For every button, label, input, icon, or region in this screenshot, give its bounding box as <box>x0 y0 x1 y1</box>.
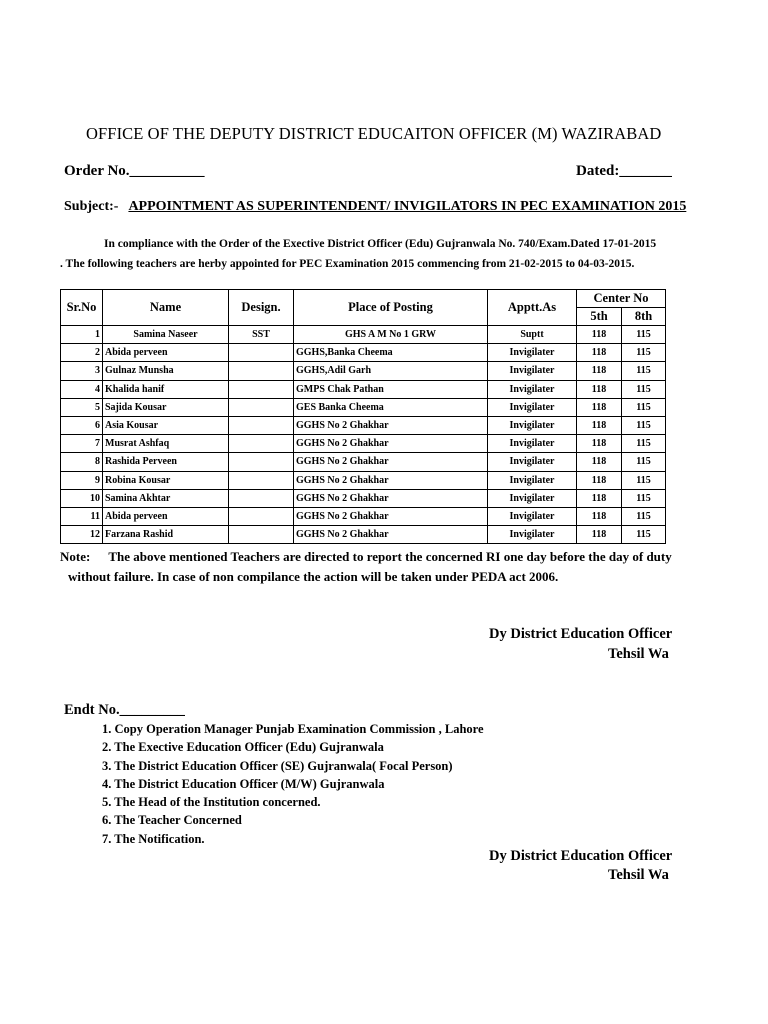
header-srno: Sr.No <box>61 290 103 326</box>
order-number: Order No.__________ <box>64 163 205 179</box>
subject-line <box>64 199 686 215</box>
cell-design <box>229 416 294 434</box>
list-item: 5. The Head of the Institution concerned. <box>102 795 321 810</box>
cell-center-5th: 118 <box>577 526 622 544</box>
header-place: Place of Posting <box>294 290 488 326</box>
cell-name: Asia Kousar <box>103 416 229 434</box>
table-row <box>61 326 666 344</box>
cell-center-8th: 115 <box>622 416 666 434</box>
cell-center-8th: 115 <box>622 344 666 362</box>
cell-name: Robina Kousar <box>103 471 229 489</box>
cell-design <box>229 380 294 398</box>
cell-design <box>229 471 294 489</box>
cell-place: GES Banka Cheema <box>294 398 488 416</box>
cell-name: Khalida hanif <box>103 380 229 398</box>
cell-sr: 3 <box>61 362 103 380</box>
cell-design <box>229 398 294 416</box>
cell-center-8th: 115 <box>622 435 666 453</box>
appointment-table <box>60 289 666 544</box>
cell-sr: 4 <box>61 380 103 398</box>
cell-sr: 8 <box>61 453 103 471</box>
table-row <box>61 344 666 362</box>
cell-design <box>229 344 294 362</box>
cell-place: GGHS No 2 Ghakhar <box>294 416 488 434</box>
cell-place: GGHS No 2 Ghakhar <box>294 471 488 489</box>
endorsement-number: Endt No._________ <box>64 702 185 718</box>
note-line-2: without failure. In case of non compilance the action will be taken under PEDA act 2006. <box>68 569 559 584</box>
cell-sr: 11 <box>61 507 103 525</box>
cell-name: Rashida Perveen <box>103 453 229 471</box>
cell-sr: 2 <box>61 344 103 362</box>
table-row <box>61 471 666 489</box>
cell-place: GHS A M No 1 GRW <box>294 326 488 344</box>
cell-design <box>229 526 294 544</box>
cell-center-8th: 115 <box>622 380 666 398</box>
cell-center-8th: 115 <box>622 489 666 507</box>
cell-center-5th: 118 <box>577 489 622 507</box>
signature-title: Dy District Education Officer <box>489 626 673 642</box>
cell-center-5th: 118 <box>577 380 622 398</box>
note-line-1 <box>60 549 672 565</box>
header-appt: Apptt.As <box>488 290 577 326</box>
cell-appt: Invigilater <box>488 344 577 362</box>
cell-place: GGHS No 2 Ghakhar <box>294 507 488 525</box>
cell-name: Musrat Ashfaq <box>103 435 229 453</box>
cell-center-5th: 118 <box>577 398 622 416</box>
cell-center-8th: 115 <box>622 362 666 380</box>
signature-2-title: Dy District Education Officer <box>489 848 673 864</box>
cell-center-8th: 115 <box>622 507 666 525</box>
cell-name: Abida perveen <box>103 507 229 525</box>
table-row <box>61 507 666 525</box>
cell-sr: 10 <box>61 489 103 507</box>
table-row <box>61 398 666 416</box>
cell-appt: Invigilater <box>488 471 577 489</box>
cell-name: Sajida Kousar <box>103 398 229 416</box>
body-line-1: In compliance with the Order of the Exective District Officer (Edu) Gujranwala No. 740/Exam.Dated 17-01-2015 <box>104 238 657 250</box>
cell-center-8th: 115 <box>622 471 666 489</box>
cell-appt: Invigilater <box>488 416 577 434</box>
table-row <box>61 453 666 471</box>
cell-sr: 6 <box>61 416 103 434</box>
cell-center-8th: 115 <box>622 526 666 544</box>
cell-appt: Invigilater <box>488 507 577 525</box>
cell-place: GGHS,Adil Garh <box>294 362 488 380</box>
cell-center-5th: 118 <box>577 435 622 453</box>
cell-appt: Invigilater <box>488 435 577 453</box>
list-item: 7. The Notification. <box>102 831 205 846</box>
cell-name: Samina Naseer <box>103 326 229 344</box>
list-item: 2. The Exective Education Officer (Edu) Gujranwala <box>102 740 384 755</box>
cell-center-5th: 118 <box>577 471 622 489</box>
cell-place: GGHS No 2 Ghakhar <box>294 435 488 453</box>
cell-design <box>229 507 294 525</box>
cell-center-8th: 115 <box>622 398 666 416</box>
cell-appt: Invigilater <box>488 526 577 544</box>
cell-place: GGHS No 2 Ghakhar <box>294 489 488 507</box>
cell-name: Gulnaz Munsha <box>103 362 229 380</box>
table-row <box>61 489 666 507</box>
cell-center-5th: 118 <box>577 344 622 362</box>
cell-center-5th: 118 <box>577 453 622 471</box>
cell-name: Samina Akhtar <box>103 489 229 507</box>
cell-design <box>229 489 294 507</box>
table-row <box>61 526 666 544</box>
cell-place: GGHS No 2 Ghakhar <box>294 526 488 544</box>
cell-appt: Invigilater <box>488 362 577 380</box>
office-title: OFFICE OF THE DEPUTY DISTRICT EDUCAITON OFFICER (M) WAZIRABAD <box>86 124 662 143</box>
cell-appt: Suptt <box>488 326 577 344</box>
cell-appt: Invigilater <box>488 380 577 398</box>
table-row <box>61 380 666 398</box>
header-design: Design. <box>229 290 294 326</box>
list-item: 4. The District Education Officer (M/W) Gujranwala <box>102 776 385 791</box>
list-item: 3. The District Education Officer (SE) Gujranwala( Focal Person) <box>102 758 453 773</box>
cell-design <box>229 453 294 471</box>
table-row <box>61 362 666 380</box>
list-item: 1. Copy Operation Manager Punjab Examination Commission , Lahore <box>102 722 484 736</box>
subject-text: APPOINTMENT AS SUPERINTENDENT/ INVIGILATORS IN PEC EXAMINATION 2015 <box>128 199 687 214</box>
cell-design: SST <box>229 326 294 344</box>
cell-place: GMPS Chak Pathan <box>294 380 488 398</box>
subject-label: Subject:- <box>64 199 119 214</box>
note-text: The above mentioned Teachers are directed to report the concerned RI one day before the day of duty <box>108 549 672 564</box>
cell-center-8th: 115 <box>622 326 666 344</box>
header-5th: 5th <box>577 308 622 326</box>
cell-center-5th: 118 <box>577 362 622 380</box>
cell-design <box>229 362 294 380</box>
cell-sr: 5 <box>61 398 103 416</box>
cell-center-5th: 118 <box>577 326 622 344</box>
cell-sr: 12 <box>61 526 103 544</box>
cell-name: Farzana Rashid <box>103 526 229 544</box>
signature-2-place: Tehsil Wa <box>608 867 669 883</box>
body-line-2: . The following teachers are herby appointed for PEC Examination 2015 commencing from 21-02-2015 to 04-03-2015. <box>60 258 635 270</box>
cell-sr: 7 <box>61 435 103 453</box>
dated-field: Dated:_______ <box>576 163 672 179</box>
cell-name: Abida perveen <box>103 344 229 362</box>
table-row <box>61 416 666 434</box>
header-center: Center No <box>577 290 666 308</box>
cell-appt: Invigilater <box>488 398 577 416</box>
note-label: Note: <box>60 549 91 564</box>
header-8th: 8th <box>622 308 666 326</box>
copy-list <box>102 720 484 848</box>
cell-appt: Invigilater <box>488 489 577 507</box>
cell-center-5th: 118 <box>577 507 622 525</box>
cell-sr: 1 <box>61 326 103 344</box>
cell-appt: Invigilater <box>488 453 577 471</box>
list-item: 6. The Teacher Concerned <box>102 813 242 828</box>
cell-place: GGHS,Banka Cheema <box>294 344 488 362</box>
signature-place: Tehsil Wa <box>608 646 669 662</box>
cell-design <box>229 435 294 453</box>
cell-place: GGHS No 2 Ghakhar <box>294 453 488 471</box>
cell-sr: 9 <box>61 471 103 489</box>
cell-center-5th: 118 <box>577 416 622 434</box>
header-name: Name <box>103 290 229 326</box>
table-row <box>61 435 666 453</box>
cell-center-8th: 115 <box>622 453 666 471</box>
